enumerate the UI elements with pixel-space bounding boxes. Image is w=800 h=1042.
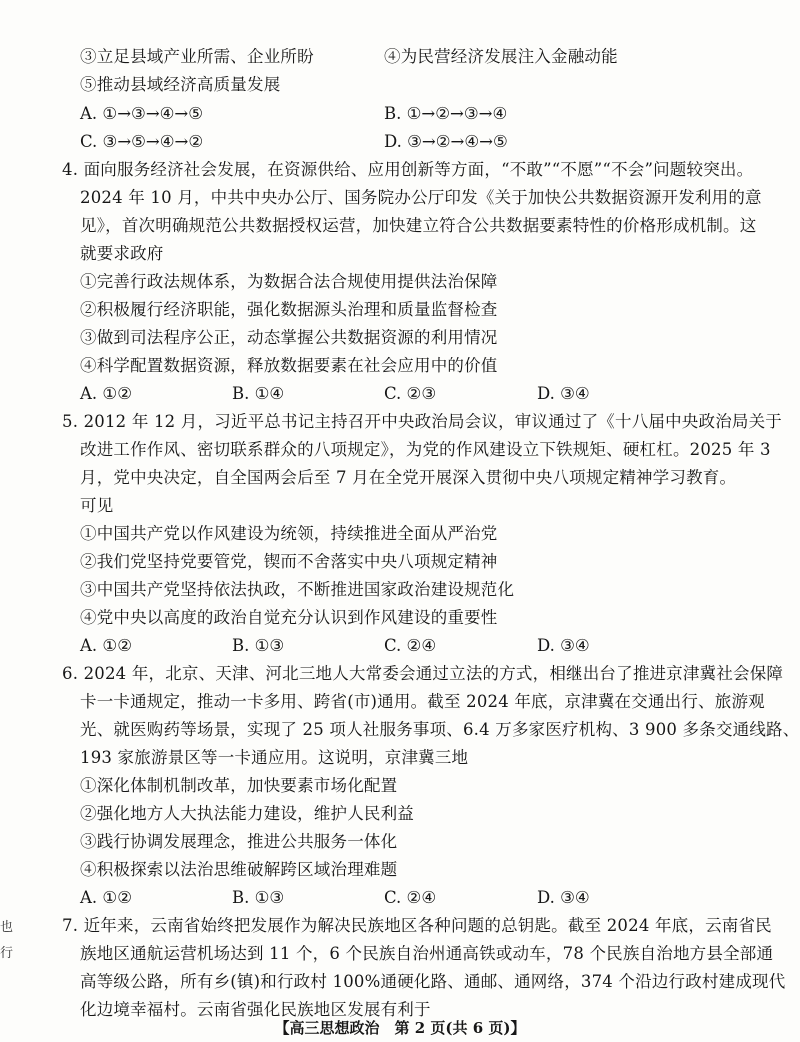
q6-stem-line-3: 光、就医购药等场景，实现了 25 项人社服务事项、6.4 万多家医疗机构、3 900 多条交通线路、 — [80, 720, 800, 739]
q5-item-3: ③中国共产党坚持依法执政，不断推进国家政治建设规范化 — [80, 580, 515, 599]
q6-stem-line-1: 6. 2024 年，北京、天津、河北三地人大常委会通过立法的方式，相继出台了推进京津冀社会保障 — [62, 664, 784, 683]
q4-option-a: A. ①② — [80, 384, 132, 403]
q5-stem-line-1: 5. 2012 年 12 月，习近平总书记主持召开中央政治局会议，审议通过了《十八届中央政治局关于 — [62, 412, 783, 431]
q4-option-d: D. ③④ — [537, 384, 590, 403]
q3-item-4: ④为民营经济发展注入金融动能 — [384, 47, 618, 66]
margin-mark-2: 行 — [0, 946, 14, 961]
page-footer: 【高三思想政治 第 2 页(共 6 页)】 — [274, 1019, 526, 1037]
q5-stem-line-4: 可见 — [80, 496, 114, 515]
q7-stem-line-4: 化边境幸福村。云南省强化民族地区发展有利于 — [80, 1000, 431, 1019]
q6-stem-line-4: 193 家旅游景区等一卡通应用。这说明，京津冀三地 — [80, 748, 469, 767]
margin-mark-1: 也 — [0, 920, 14, 935]
q7-stem-line-2: 族地区通航运营机场达到 11 个，6 个民族自治州通高铁或动车，78 个民族自治地方县全部通 — [80, 944, 774, 963]
q6-stem-line-2: 卡一卡通规定，推动一卡多用、跨省(市)通用。截至 2024 年底，京津冀在交通出行、旅游观 — [80, 692, 765, 711]
q7-stem-line-3: 高等级公路，所有乡(镇)和行政村 100%通硬化路、通邮、通网络，374 个沿边行政村建成现代 — [80, 972, 786, 991]
q4-stem-line-3: 见》，首次明确规范公共数据授权运营，加快建立符合公共数据要素特性的价格形成机制。这 — [80, 216, 757, 235]
q6-item-4: ④积极探索以法治思维破解跨区域治理难题 — [80, 860, 398, 879]
q6-item-3: ③践行协调发展理念，推进公共服务一体化 — [80, 832, 398, 851]
q4-option-c: C. ②③ — [384, 384, 437, 403]
q3-item-3: ③立足县域产业所需、企业所盼 — [80, 47, 314, 66]
q4-item-1: ①完善行政法规体系，为数据合法合规使用提供法治保障 — [80, 272, 498, 291]
q4-item-4: ④科学配置数据资源，释放数据要素在社会应用中的价值 — [80, 356, 498, 375]
q4-item-2: ②积极履行经济职能，强化数据源头治理和质量监督检查 — [80, 300, 498, 319]
q3-item-5: ⑤推动县域经济高质量发展 — [80, 75, 281, 94]
q4-stem-line-2: 2024 年 10 月，中共中央办公厅、国务院办公厅印发《关于加快公共数据资源开发利用的意 — [80, 188, 762, 207]
q6-option-b: B. ①③ — [232, 888, 285, 907]
q5-stem-line-3: 月，党中央决定，自全国两会后至 7 月在全党开展深入贯彻中央八项规定精神学习教育。 — [80, 468, 737, 487]
q3-option-c: C. ③→⑤→④→② — [80, 132, 204, 151]
q5-option-d: D. ③④ — [537, 636, 590, 655]
q3-option-d: D. ③→②→④→⑤ — [384, 132, 508, 151]
q5-option-a: A. ①② — [80, 636, 132, 655]
q5-stem-line-2: 改进工作作风、密切联系群众的八项规定》，为党的作风建设立下铁规矩、硬杠杠。2025 年 3 — [80, 440, 771, 459]
q6-option-a: A. ①② — [80, 888, 132, 907]
q6-item-1: ①深化体制机制改革，加快要素市场化配置 — [80, 776, 398, 795]
q6-option-c: C. ②④ — [384, 888, 437, 907]
q5-option-c: C. ②④ — [384, 636, 437, 655]
q4-stem-line-4: 就要求政府 — [80, 244, 164, 263]
q5-option-b: B. ①③ — [232, 636, 285, 655]
q3-option-b: B. ①→②→③→④ — [384, 104, 508, 123]
q7-stem-line-1: 7. 近年来，云南省始终把发展作为解决民族地区各种问题的总钥匙。截至 2024 年底，云南省民 — [62, 916, 772, 935]
q4-option-b: B. ①④ — [232, 384, 285, 403]
q5-item-4: ④党中央以高度的政治自觉充分认识到作风建设的重要性 — [80, 608, 498, 627]
q5-item-2: ②我们党坚持党要管党，锲而不舍落实中央八项规定精神 — [80, 552, 498, 571]
q6-item-2: ②强化地方人大执法能力建设，维护人民利益 — [80, 804, 414, 823]
q3-option-a: A. ①→③→④→⑤ — [80, 104, 204, 123]
q4-stem-line-1: 4. 面向服务经济社会发展，在资源供给、应用创新等方面，“不敢”“不愿”“不会”问题较突出。 — [62, 160, 754, 179]
q4-item-3: ③做到司法程序公正，动态掌握公共数据资源的利用情况 — [80, 328, 498, 347]
q6-option-d: D. ③④ — [537, 888, 590, 907]
q5-item-1: ①中国共产党以作风建设为统领，持续推进全面从严治党 — [80, 524, 498, 543]
